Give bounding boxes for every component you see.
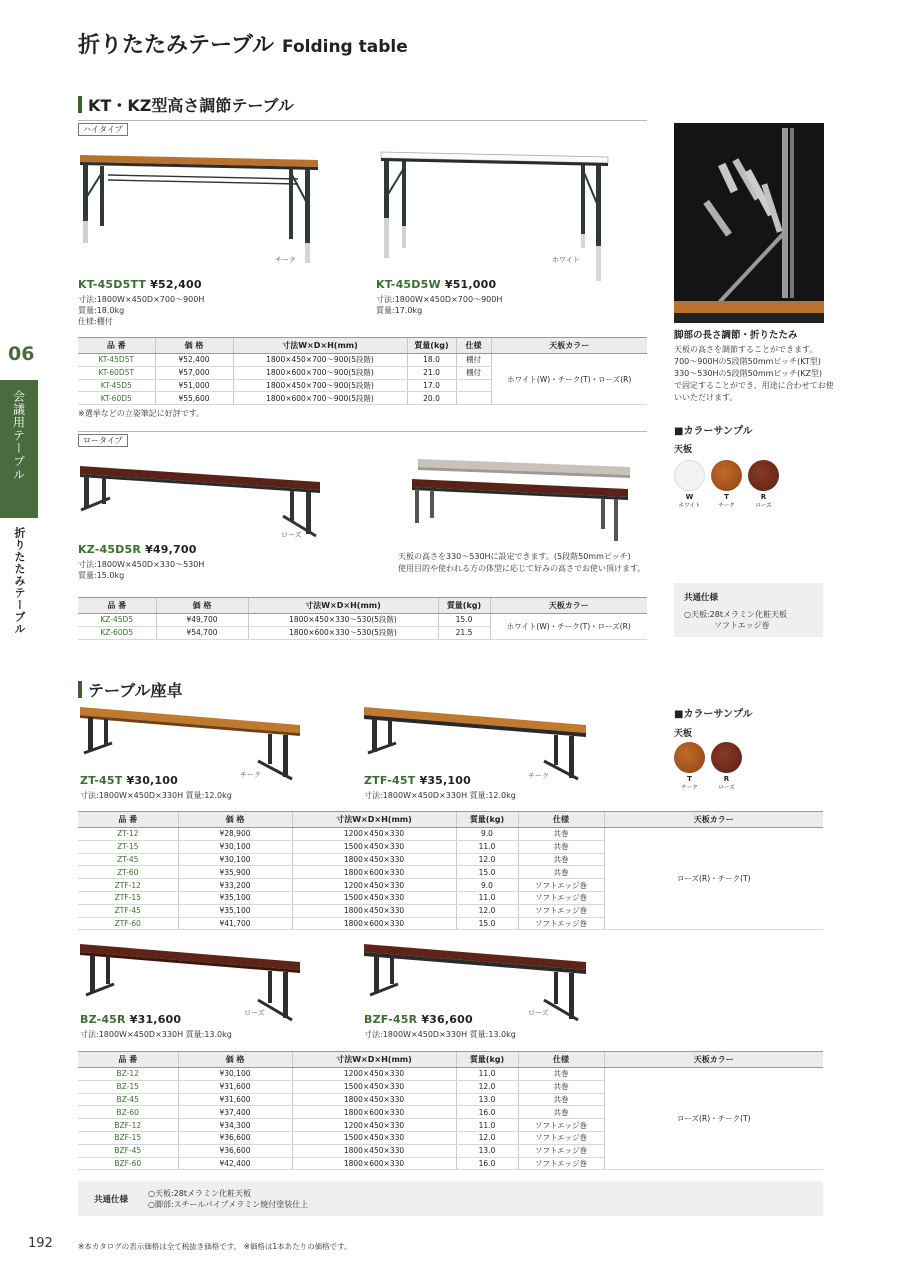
common-spec-line: ○天板:28tメラミン化粧天板: [148, 1188, 251, 1198]
section-rule: [78, 431, 647, 432]
cell-color: ホワイト(W)・チーク(T)・ローズ(R): [491, 354, 647, 405]
cell-dim: 1200×450×330: [292, 1068, 456, 1081]
cell-code: BZF-15: [78, 1131, 178, 1144]
col-header: 品 番: [78, 598, 156, 614]
swatch-rose: [711, 742, 742, 791]
top-label-2: 天板: [674, 729, 693, 739]
ztf-45t-color-label: チーク: [528, 772, 549, 780]
kz-height-demo-image: [408, 455, 638, 545]
cell-price: ¥35,100: [178, 891, 292, 904]
col-header: 寸法W×D×H(mm): [233, 338, 407, 354]
cell-option: ソフトエッジ巻: [518, 879, 604, 892]
cell-code: BZF-60: [78, 1157, 178, 1170]
cell-option: 棚付: [456, 366, 491, 379]
cell-weight: 21.5: [438, 626, 490, 639]
zt-spec-table: [78, 811, 823, 930]
bz-spec-table: [78, 1051, 823, 1170]
photo-text-line: 700～900Hの5段階50mmピッチ(KT型): [674, 357, 821, 366]
kt-table-note: ※選挙などの立姿筆記に好評です。: [78, 409, 205, 418]
zt-45t-price: ¥30,100: [126, 774, 178, 787]
kz-height-note: [398, 551, 645, 575]
cell-option: ソフトエッジ巻: [518, 1119, 604, 1132]
cell-weight: 12.0: [456, 853, 518, 866]
cell-code: KT-45D5: [78, 379, 155, 392]
cell-code: KZ-45D5: [78, 614, 156, 627]
swatch-name: ローズ: [755, 503, 772, 509]
col-header: 仕様: [456, 338, 491, 354]
cell-code: BZ-12: [78, 1068, 178, 1081]
ztf-45t-image: [362, 703, 592, 781]
swatch-chip: [711, 460, 742, 491]
cell-dim: 1800×600×700～900(5段階): [233, 366, 407, 379]
cell-option: 共巻: [518, 1106, 604, 1119]
photo-caption: 脚部の長さ調節・折りたたみ: [674, 330, 798, 341]
cell-dim: 1800×450×330: [292, 904, 456, 917]
col-header: 寸法W×D×H(mm): [248, 598, 438, 614]
kt-45d5tt-price: ¥52,400: [150, 278, 202, 291]
col-header: 質量(kg): [407, 338, 456, 354]
kt-45d5tt-spec-dim: 寸法:1800W×450D×700～900H: [78, 295, 205, 304]
kz-spec-table: [78, 597, 647, 640]
category-tab-label: 会議用テーブル: [11, 390, 26, 481]
kt-45d5w-price: ¥51,000: [444, 278, 497, 291]
cell-price: ¥34,300: [178, 1119, 292, 1132]
cell-price: ¥31,600: [178, 1093, 292, 1106]
kt-spec-table: [78, 337, 647, 405]
col-header: 価 格: [156, 598, 248, 614]
cell-dim: 1500×450×330: [292, 840, 456, 853]
swatch-chip: [748, 460, 779, 491]
common-spec-line: ○天板:28tメラミン化粧天板: [684, 610, 787, 619]
cell-price: ¥31,600: [178, 1080, 292, 1093]
cell-weight: 17.0: [407, 379, 456, 392]
cell-color: ローズ(R)・チーク(T): [604, 1068, 823, 1170]
col-header: 天板カラー: [604, 812, 823, 828]
swatch-name: ローズ: [718, 785, 735, 791]
col-header: 仕様: [518, 812, 604, 828]
kz-45d5r-spec-weight: 質量:15.0kg: [78, 571, 125, 580]
page-title: [78, 28, 408, 59]
zt-45t-name: [80, 774, 178, 787]
kz-45d5r-color-label: ローズ: [281, 531, 302, 539]
zt-45t-image: [78, 703, 306, 781]
kt-45d5tt-name: [78, 278, 202, 291]
cell-weight: 11.0: [456, 840, 518, 853]
col-header: 質量(kg): [456, 1052, 518, 1068]
kz-45d5r-spec: [78, 559, 204, 581]
photo-text-line: で固定することができ、用途に合わせてお使: [674, 381, 834, 390]
cell-code: ZTF-60: [78, 917, 178, 930]
kt-45d5tt-image: [78, 143, 328, 263]
cell-price: ¥30,100: [178, 1068, 292, 1081]
photo-text-line: いいただけます。: [674, 393, 738, 402]
swatch-name: ホワイト: [678, 503, 701, 509]
cell-weight: 16.0: [456, 1106, 518, 1119]
cell-price: ¥41,700: [178, 917, 292, 930]
cell-option: ソフトエッジ巻: [518, 1157, 604, 1170]
col-header: 仕様: [518, 1052, 604, 1068]
cell-dim: 1800×450×330～530(5段階): [248, 614, 438, 627]
col-header: 天板カラー: [604, 1052, 823, 1068]
cell-code: ZT-60: [78, 866, 178, 879]
table-row: [78, 1068, 823, 1081]
kt-45d5w-name: [376, 278, 496, 291]
swatch-chip: [711, 742, 742, 773]
bzf-45r-color-label: ローズ: [528, 1009, 549, 1017]
col-header: 品 番: [78, 1052, 178, 1068]
kz-45d5r-code: KZ-45D5R: [78, 543, 142, 556]
cell-weight: 9.0: [456, 828, 518, 841]
swatch-list-2: [674, 742, 742, 791]
page-title-jp: 折りたたみテーブル: [78, 33, 275, 58]
cell-option: 共巻: [518, 828, 604, 841]
col-header: 質量(kg): [456, 812, 518, 828]
cell-price: ¥30,100: [178, 853, 292, 866]
zt-45t-code: ZT-45T: [80, 774, 123, 787]
photo-text-line: 天板の高さを調節することができます。: [674, 345, 818, 354]
swatch-code: T: [724, 493, 729, 501]
top-label: 天板: [674, 445, 693, 455]
cell-option: [456, 379, 491, 392]
cell-option: [456, 392, 491, 405]
kz-45d5r-image: [78, 458, 328, 540]
bz-45r-image: [78, 940, 306, 1022]
zataku-common-spec-label: 共通仕様: [94, 1194, 129, 1205]
col-header: 価 格: [178, 1052, 292, 1068]
cell-weight: 13.0: [456, 1144, 518, 1157]
kt-45d5w-spec-dim: 寸法:1800W×450D×700～900H: [376, 295, 503, 304]
cell-option: 共巻: [518, 840, 604, 853]
cell-weight: 18.0: [407, 354, 456, 367]
page-title-en: Folding table: [282, 37, 408, 57]
bzf-45r-code: BZF-45R: [364, 1013, 418, 1026]
cell-dim: 1800×450×330: [292, 1093, 456, 1106]
section-zataku-heading: [78, 678, 183, 701]
cell-weight: 15.0: [438, 614, 490, 627]
cell-dim: 1800×600×330～530(5段階): [248, 626, 438, 639]
section-zataku-heading-text: テーブル座卓: [88, 681, 183, 700]
cell-code: BZ-45: [78, 1093, 178, 1106]
cell-color: ホワイト(W)・チーク(T)・ローズ(R): [490, 614, 647, 640]
cell-dim: 1800×600×330: [292, 1106, 456, 1119]
bzf-45r-image: [362, 940, 592, 1022]
table-row: [78, 354, 647, 367]
col-header: 天板カラー: [491, 338, 647, 354]
photo-text: [674, 344, 834, 404]
cell-option: ソフトエッジ巻: [518, 1131, 604, 1144]
kt-45d5tt-spec: [78, 294, 204, 327]
cell-dim: 1800×450×330: [292, 1144, 456, 1157]
cell-code: ZTF-15: [78, 891, 178, 904]
cell-dim: 1200×450×330: [292, 879, 456, 892]
cell-weight: 15.0: [456, 917, 518, 930]
cell-option: ソフトエッジ巻: [518, 917, 604, 930]
col-header: 質量(kg): [438, 598, 490, 614]
bzf-45r-price: ¥36,600: [421, 1013, 473, 1026]
kt-45d5w-code: KT-45D5W: [376, 278, 441, 291]
cell-price: ¥33,200: [178, 879, 292, 892]
ztf-45t-price: ¥35,100: [419, 774, 471, 787]
col-header: 寸法W×D×H(mm): [292, 1052, 456, 1068]
cell-code: ZT-12: [78, 828, 178, 841]
cell-option: 共巻: [518, 853, 604, 866]
cell-weight: 11.0: [456, 1068, 518, 1081]
cell-dim: 1500×450×330: [292, 1080, 456, 1093]
section-bar: [78, 96, 82, 113]
kz-45d5r-name: [78, 543, 197, 556]
kt-45d5w-spec: [376, 294, 502, 316]
cell-weight: 15.0: [456, 866, 518, 879]
section-kt-heading: [78, 93, 294, 116]
zataku-common-spec: [78, 1181, 823, 1216]
bz-45r-color-label: ローズ: [244, 1009, 265, 1017]
swatch-list: [674, 460, 779, 509]
common-spec-line: ○脚部:スチールパイプメラミン焼付塗装仕上: [148, 1199, 309, 1209]
cell-code: BZ-60: [78, 1106, 178, 1119]
photo-text-line: 330～530Hの5段階50mmピッチ(KZ型): [674, 369, 823, 378]
cell-dim: 1500×450×330: [292, 1131, 456, 1144]
swatch-chip: [674, 460, 705, 491]
cell-weight: 20.0: [407, 392, 456, 405]
cell-option: 共巻: [518, 1080, 604, 1093]
swatch-name: チーク: [681, 785, 698, 791]
cell-weight: 13.0: [456, 1093, 518, 1106]
col-header: 天板カラー: [490, 598, 647, 614]
subcategory-label: 折りたたみテーブル: [13, 527, 26, 635]
cell-dim: 1800×600×330: [292, 1157, 456, 1170]
cell-weight: 16.0: [456, 1157, 518, 1170]
cell-price: ¥30,100: [178, 840, 292, 853]
section-bar: [78, 681, 82, 698]
ztf-45t-spec: 寸法:1800W×450D×330H 質量:12.0kg: [364, 791, 516, 800]
kz-height-note-line: 使用目的や使われる方の体型に応じて好みの高さでお使い頂けます。: [398, 564, 646, 573]
bz-45r-price: ¥31,600: [129, 1013, 182, 1026]
cell-option: 共巻: [518, 1093, 604, 1106]
kt-45d5w-spec-weight: 質量:17.0kg: [376, 306, 423, 315]
cell-color: ローズ(R)・チーク(T): [604, 828, 823, 930]
cell-price: ¥36,600: [178, 1131, 292, 1144]
common-spec-line: ソフトエッジ巻: [714, 621, 770, 630]
cell-option: ソフトエッジ巻: [518, 891, 604, 904]
cell-weight: 21.0: [407, 366, 456, 379]
table-row: [78, 614, 647, 627]
kt-45d5tt-color-label: チーク: [275, 256, 296, 264]
chapter-number: 06: [8, 343, 35, 365]
swatch-rose: [748, 460, 779, 509]
cell-dim: 1800×600×330: [292, 917, 456, 930]
cell-weight: 9.0: [456, 879, 518, 892]
swatch-code: T: [687, 775, 692, 783]
cell-price: ¥55,600: [155, 392, 233, 405]
swatch-code: R: [760, 493, 767, 501]
low-type-tag: ロータイプ: [78, 434, 128, 447]
cell-dim: 1200×450×330: [292, 1119, 456, 1132]
zt-45t-color-label: チーク: [240, 771, 261, 779]
color-sample-heading: ■カラーサンプル: [674, 426, 753, 437]
common-spec-box: [674, 583, 823, 637]
cell-option: 棚付: [456, 354, 491, 367]
cell-code: BZ-15: [78, 1080, 178, 1093]
table-header-row: [78, 598, 647, 614]
cell-option: ソフトエッジ巻: [518, 904, 604, 917]
cell-code: ZTF-45: [78, 904, 178, 917]
cell-weight: 12.0: [456, 904, 518, 917]
zt-45t-spec: 寸法:1800W×450D×330H 質量:12.0kg: [80, 791, 232, 800]
table-header-row: [78, 338, 647, 354]
cell-option: 共巻: [518, 1068, 604, 1081]
cell-price: ¥35,100: [178, 904, 292, 917]
table-row: [78, 828, 823, 841]
cell-dim: 1800×450×700～900(5段階): [233, 354, 407, 367]
footer-note: ※本カタログの表示価格は全て税抜き価格です。 ※価格は1本あたりの価格です。: [78, 1242, 352, 1251]
swatch-white: [674, 460, 705, 509]
cell-dim: 1800×450×330: [292, 853, 456, 866]
cell-option: 共巻: [518, 866, 604, 879]
col-header: 品 番: [78, 338, 155, 354]
cell-dim: 1800×600×330: [292, 866, 456, 879]
cell-price: ¥42,400: [178, 1157, 292, 1170]
kt-45d5w-color-label: ホワイト: [552, 256, 580, 264]
cell-dim: 1800×600×700～900(5段階): [233, 392, 407, 405]
high-type-tag: ハイタイプ: [78, 123, 128, 136]
col-header: 寸法W×D×H(mm): [292, 812, 456, 828]
cell-price: ¥52,400: [155, 354, 233, 367]
cell-weight: 12.0: [456, 1131, 518, 1144]
col-header: 価 格: [155, 338, 233, 354]
bzf-45r-spec: 寸法:1800W×450D×330H 質量:13.0kg: [364, 1030, 516, 1039]
common-spec-heading: 共通仕様: [684, 593, 719, 603]
section-rule: [78, 120, 647, 121]
kt-45d5tt-code: KT-45D5TT: [78, 278, 147, 291]
kt-45d5tt-spec-option: 仕様:棚付: [78, 317, 113, 326]
kz-45d5r-price: ¥49,700: [145, 543, 197, 556]
cell-code: BZF-45: [78, 1144, 178, 1157]
kt-45d5w-image: [378, 146, 618, 281]
cell-weight: 11.0: [456, 1119, 518, 1132]
bz-45r-spec: 寸法:1800W×450D×330H 質量:13.0kg: [80, 1030, 232, 1039]
cell-price: ¥51,000: [155, 379, 233, 392]
cell-code: ZT-45: [78, 853, 178, 866]
cell-price: ¥54,700: [156, 626, 248, 639]
table-header-row: [78, 1052, 823, 1068]
cell-price: ¥35,900: [178, 866, 292, 879]
swatch-teak: [711, 460, 742, 509]
cell-price: ¥28,900: [178, 828, 292, 841]
ztf-45t-code: ZTF-45T: [364, 774, 416, 787]
col-header: 価 格: [178, 812, 292, 828]
cell-dim: 1500×450×330: [292, 891, 456, 904]
cell-weight: 12.0: [456, 1080, 518, 1093]
swatch-code: R: [723, 775, 730, 783]
cell-price: ¥57,000: [155, 366, 233, 379]
section-kt-heading-text: KT・KZ型高さ調節テーブル: [88, 96, 294, 115]
cell-code: KZ-60D5: [78, 626, 156, 639]
cell-code: ZTF-12: [78, 879, 178, 892]
kz-height-note-line: 天板の高さを330～530Hに設定できます。(5段階50mmピッチ): [398, 552, 631, 561]
cell-weight: 11.0: [456, 891, 518, 904]
cell-code: KT-45D5T: [78, 354, 155, 367]
cell-price: ¥36,600: [178, 1144, 292, 1157]
leg-adjust-photo: [674, 123, 824, 323]
cell-code: KT-60D5T: [78, 366, 155, 379]
col-header: 品 番: [78, 812, 178, 828]
bz-45r-name: [80, 1013, 181, 1026]
cell-price: ¥37,400: [178, 1106, 292, 1119]
swatch-code: W: [685, 493, 694, 501]
zataku-common-spec-lines: [148, 1188, 308, 1210]
color-sample-heading-2: ■カラーサンプル: [674, 709, 753, 720]
cell-code: KT-60D5: [78, 392, 155, 405]
cell-option: ソフトエッジ巻: [518, 1144, 604, 1157]
bz-45r-code: BZ-45R: [80, 1013, 126, 1026]
kz-45d5r-spec-dim: 寸法:1800W×450D×330～530H: [78, 560, 205, 569]
cell-dim: 1200×450×330: [292, 828, 456, 841]
bzf-45r-name: [364, 1013, 473, 1026]
table-header-row: [78, 812, 823, 828]
kt-45d5tt-spec-weight: 質量:18.0kg: [78, 306, 125, 315]
swatch-chip: [674, 742, 705, 773]
swatch-name: チーク: [718, 503, 735, 509]
cell-code: ZT-15: [78, 840, 178, 853]
cell-dim: 1800×450×700～900(5段階): [233, 379, 407, 392]
cell-price: ¥49,700: [156, 614, 248, 627]
swatch-teak: [674, 742, 705, 791]
page-number: 192: [28, 1236, 53, 1251]
category-tab[interactable]: [0, 380, 38, 518]
cell-code: BZF-12: [78, 1119, 178, 1132]
ztf-45t-name: [364, 774, 471, 787]
